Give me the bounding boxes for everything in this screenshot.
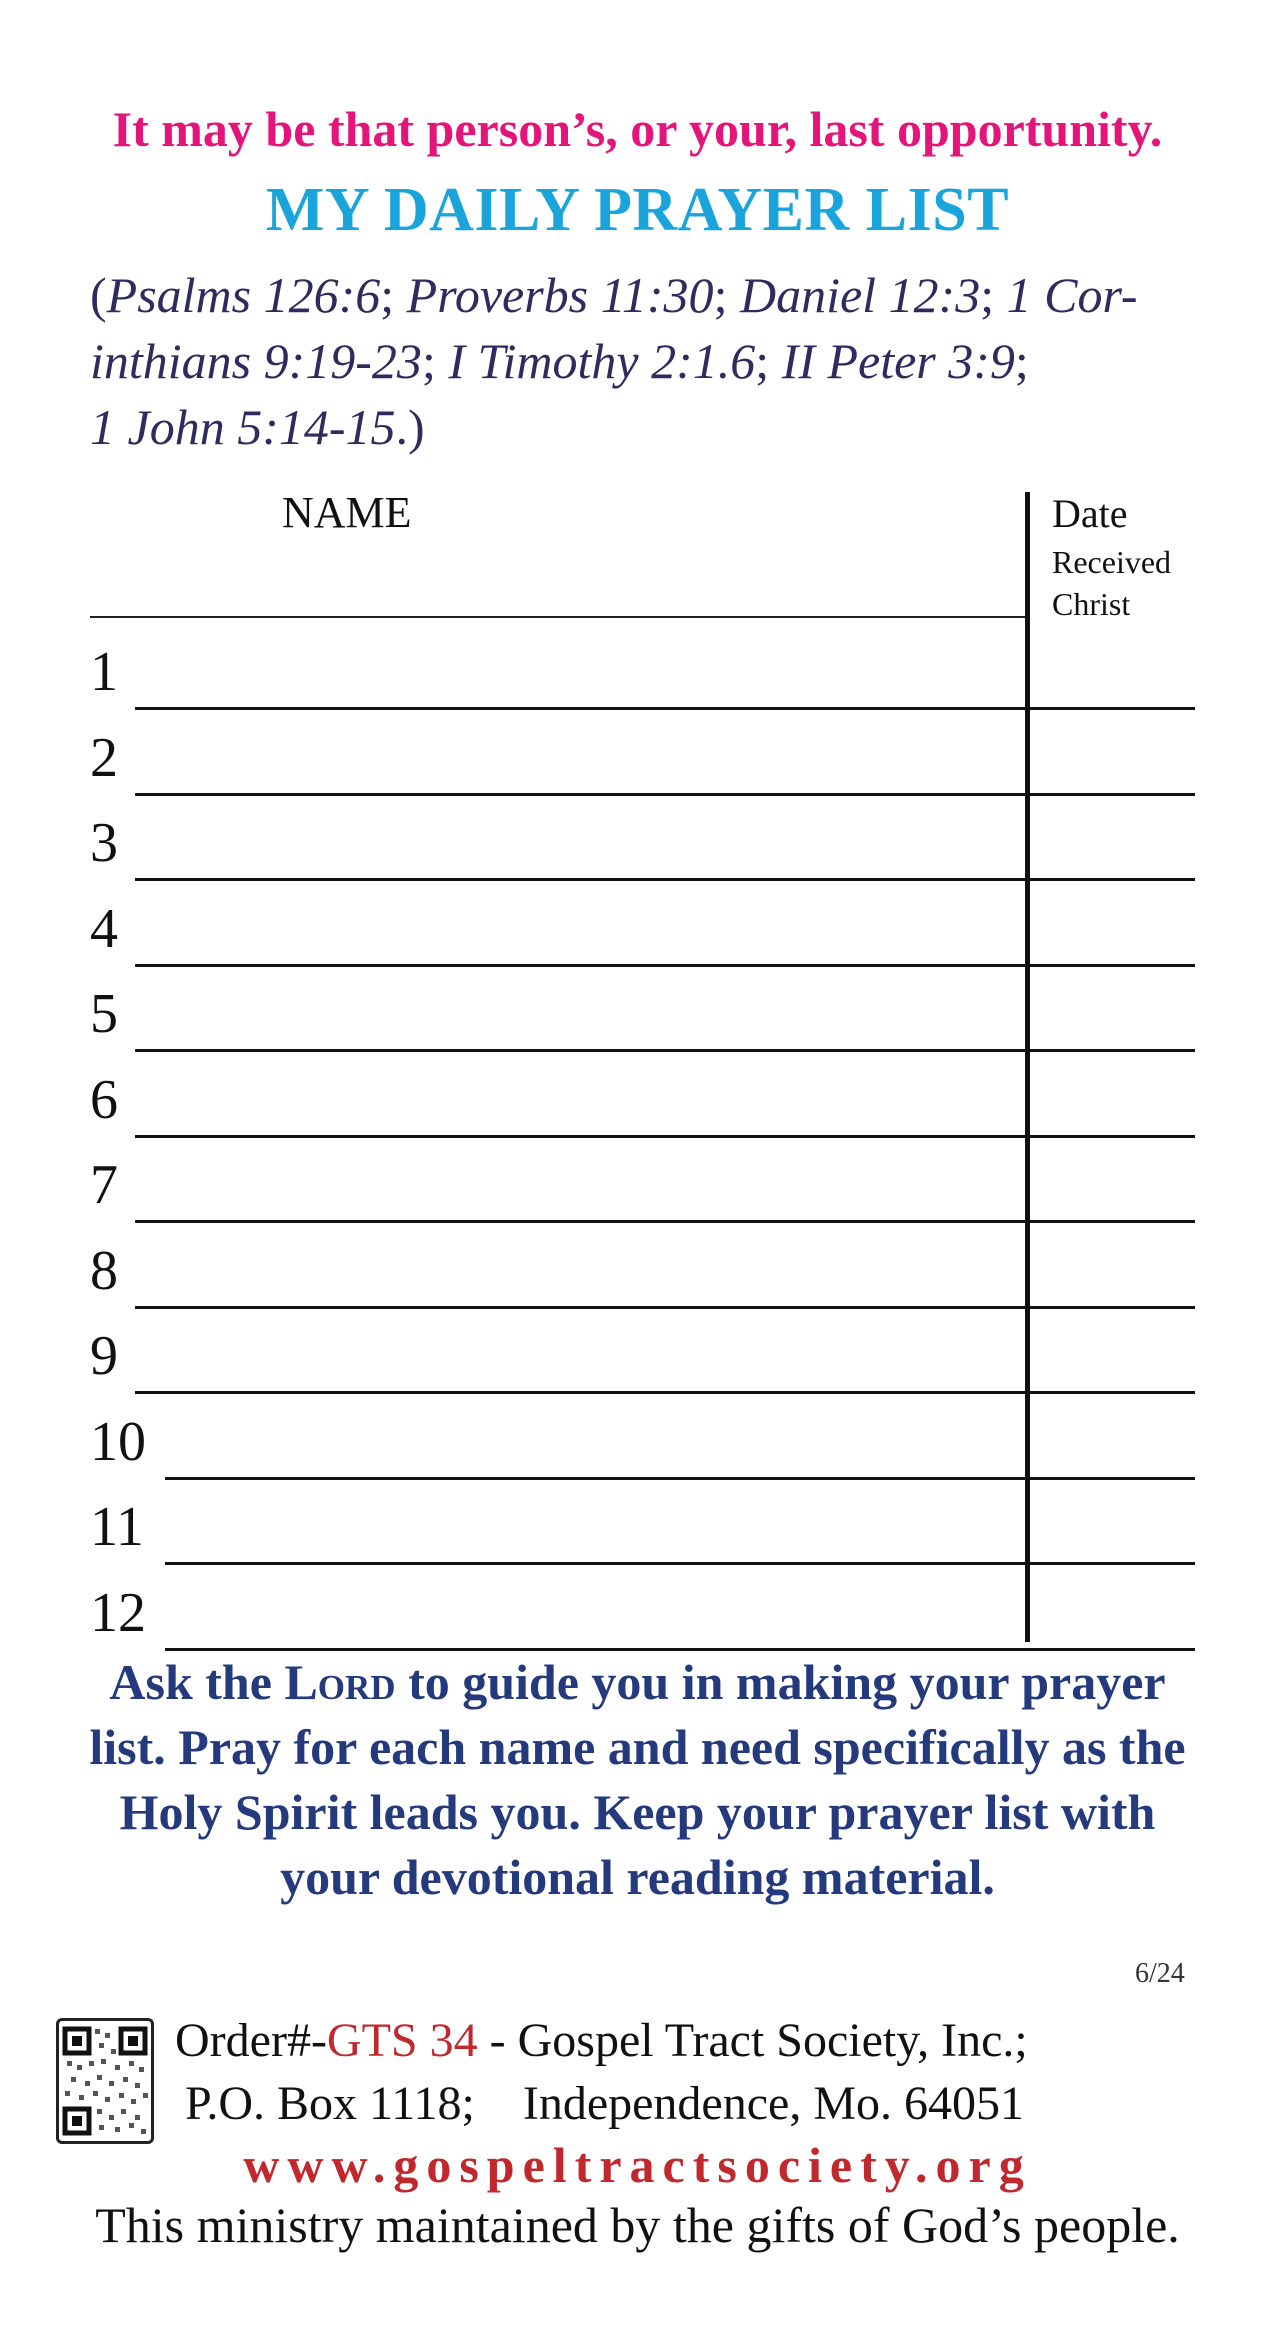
ref-corinthians-a: 1 Cor- — [1006, 267, 1138, 323]
ministry-note: This ministry maintained by the gifts of God’s people. — [95, 2197, 1180, 2253]
ref-proverbs: Proverbs 11:30 — [406, 267, 714, 323]
row-entry-line[interactable] — [135, 878, 1195, 881]
row-number: 5 — [90, 983, 118, 1045]
header-divider — [90, 616, 1030, 618]
ref-sep: ; — [380, 267, 407, 323]
row-number: 6 — [90, 1068, 118, 1131]
instructions-lord: Lord — [284, 1654, 396, 1710]
order-prefix: Order#- — [175, 2014, 327, 2067]
ref-sep: ; — [755, 333, 782, 389]
row-entry-line[interactable] — [135, 1306, 1195, 1309]
version-code: 6/24 — [1135, 1958, 1185, 1989]
row-entry-line[interactable] — [135, 1220, 1195, 1223]
ref-corinthians-b: inthians 9:19-23 — [90, 333, 422, 389]
tagline: It may be that person’s, or your, last opportunity. — [112, 101, 1163, 157]
column-divider — [1025, 492, 1030, 1642]
scripture-references — [90, 262, 1210, 460]
ref-sep: ; — [1014, 333, 1029, 389]
row-number: 2 — [90, 726, 118, 789]
row-number: 3 — [90, 812, 118, 874]
website-link[interactable]: www.gospeltractsociety.org — [243, 2137, 1032, 2193]
qr-code-icon — [56, 2018, 154, 2144]
row-entry-line[interactable] — [135, 1049, 1195, 1052]
row-entry-line[interactable] — [135, 1391, 1195, 1394]
ref-sep: ; — [713, 267, 740, 323]
date-column-header: Date — [1052, 491, 1128, 536]
row-entry-line[interactable] — [135, 793, 1195, 796]
instructions-text-start: Ask the — [109, 1654, 285, 1710]
order-line — [175, 2013, 1028, 2068]
instructions — [80, 1650, 1195, 1910]
date-subheader-christ: Christ — [1052, 586, 1131, 622]
ref-daniel: Daniel 12:3 — [739, 267, 981, 323]
ref-sep: ; — [980, 267, 1007, 323]
row-entry-line[interactable] — [135, 1135, 1195, 1138]
date-column-subheader — [1052, 541, 1171, 625]
publisher-name: - Gospel Tract Society, Inc.; — [477, 2014, 1028, 2067]
qr-code-graphic — [59, 2021, 151, 2141]
ref-john: 1 John 5:14-15 — [90, 399, 396, 455]
row-entry-line[interactable] — [135, 707, 1195, 710]
ref-sep: . — [395, 399, 408, 455]
open-paren: ( — [90, 267, 107, 323]
order-code: GTS 34 — [326, 2014, 478, 2067]
ref-timothy: I Timothy 2:1.6 — [448, 333, 756, 389]
row-number: 9 — [90, 1325, 118, 1387]
row-entry-line[interactable] — [135, 964, 1195, 967]
date-subheader-received: Received — [1052, 544, 1172, 580]
ref-sep: ; — [421, 333, 449, 389]
row-number: 10 — [90, 1410, 146, 1473]
close-paren: ) — [408, 399, 425, 455]
row-number: 4 — [90, 897, 118, 960]
row-number: 1 — [90, 641, 118, 703]
name-column-header: NAME — [282, 488, 412, 537]
row-number: 7 — [90, 1154, 118, 1216]
instructions-text-end: to guide you in making your prayer list. Pray for each name and need specifically as the Holy Spirit leads you. Keep your prayer list with your devotional reading material. — [89, 1654, 1186, 1905]
page-title: MY DAILY PRAYER LIST — [265, 176, 1010, 244]
row-entry-line[interactable] — [165, 1477, 1195, 1480]
mailing-address: P.O. Box 1118; Independence, Mo. 64051 — [185, 2077, 1025, 2130]
ref-peter: II Peter 3:9 — [781, 333, 1015, 389]
row-number: 11 — [90, 1496, 144, 1558]
ref-psalms: Psalms 126:6 — [106, 267, 381, 323]
row-number: 8 — [90, 1239, 118, 1302]
row-entry-line[interactable] — [165, 1562, 1195, 1565]
row-number: 12 — [90, 1581, 146, 1644]
